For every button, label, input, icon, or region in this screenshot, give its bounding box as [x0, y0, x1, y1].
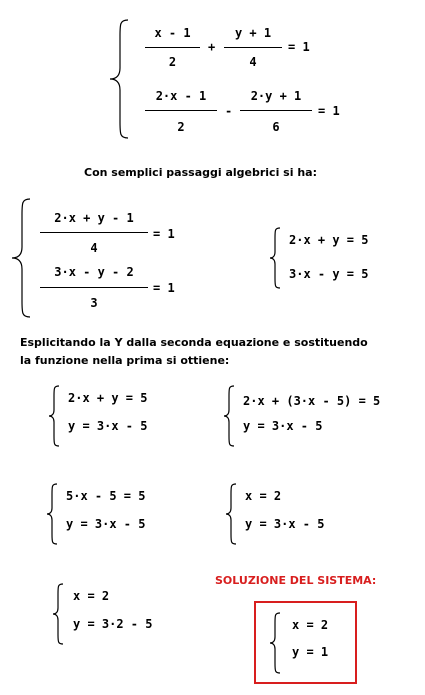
fraction-bar: [40, 287, 148, 288]
fraction-denominator: 4: [249, 55, 257, 69]
fraction-numerator: 2·x + y - 1: [54, 211, 134, 225]
equation-rhs: = 1: [288, 40, 310, 54]
system4-eq2: y = 3·x - 5: [68, 419, 148, 433]
left-brace-icon: [47, 384, 61, 448]
fraction-bar: [224, 47, 282, 48]
left-brace-icon: [268, 611, 282, 675]
fraction-bar: [145, 110, 217, 111]
left-brace-icon: [10, 197, 32, 319]
system5-eq2: y = 3·x - 5: [243, 419, 323, 433]
fraction-numerator: 3·x - y - 2: [54, 265, 134, 279]
system6-eq2: y = 3·x - 5: [66, 517, 146, 531]
system5-eq1: 2·x + (3·x - 5) = 5: [243, 394, 381, 408]
fraction-denominator: 6: [272, 120, 280, 134]
fraction-denominator: 3: [90, 296, 98, 310]
system8-eq2: y = 3·2 - 5: [73, 617, 153, 631]
left-brace-icon: [108, 18, 130, 140]
operator: +: [208, 40, 216, 54]
system7-eq2: y = 3·x - 5: [245, 517, 325, 531]
equation-rhs: = 1: [153, 281, 175, 295]
system3-eq2: 3·x - y = 5: [289, 267, 369, 281]
fraction-numerator: y + 1: [234, 26, 272, 40]
system7-eq1: x = 2: [245, 489, 282, 503]
solution-eq1: x = 2: [292, 618, 329, 632]
fraction-bar: [40, 232, 148, 233]
solution-title: SOLUZIONE DEL SISTEMA:: [215, 574, 377, 587]
system8-eq1: x = 2: [73, 589, 110, 603]
fraction-bar: [145, 47, 200, 48]
system3-eq1: 2·x + y = 5: [289, 233, 369, 247]
fraction-numerator: x - 1: [154, 26, 191, 40]
system4-eq1: 2·x + y = 5: [68, 391, 148, 405]
fraction-denominator: 2: [168, 55, 177, 69]
text-algebraic-steps: Con semplici passaggi algebrici si ha:: [84, 166, 317, 179]
text-explicit-y-line2: la funzione nella prima si ottiene:: [20, 354, 230, 367]
left-brace-icon: [51, 582, 65, 646]
fraction-numerator: 2·y + 1: [250, 89, 302, 103]
fraction-denominator: 2: [177, 120, 185, 134]
solution-eq2: y = 1: [292, 645, 329, 659]
fraction-bar: [240, 110, 312, 111]
equation-rhs: = 1: [318, 104, 340, 118]
left-brace-icon: [268, 226, 282, 290]
system6-eq1: 5·x - 5 = 5: [66, 489, 146, 503]
fraction-denominator: 4: [90, 241, 98, 255]
left-brace-icon: [224, 482, 238, 546]
left-brace-icon: [45, 482, 59, 546]
equation-rhs: = 1: [153, 227, 175, 241]
operator: -: [225, 104, 233, 118]
solution-box: [254, 601, 357, 684]
fraction-numerator: 2·x - 1: [155, 89, 207, 103]
text-explicit-y-line1: Esplicitando la Y dalla seconda equazione e sostituendo: [20, 336, 368, 349]
left-brace-icon: [222, 384, 236, 448]
